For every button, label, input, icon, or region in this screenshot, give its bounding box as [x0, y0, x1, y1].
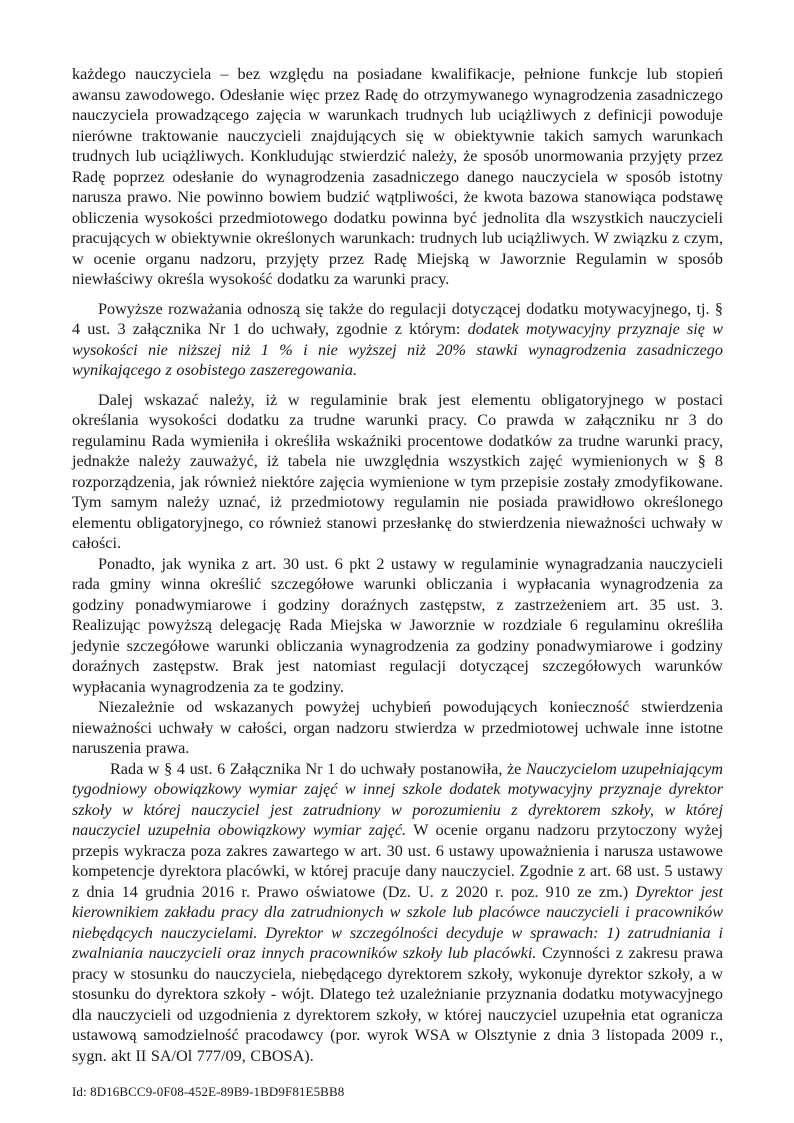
text-segment: Rada w § 4 ust. 6 Załącznika Nr 1 do uchwały postanowiła, że	[110, 759, 526, 778]
paragraph	[72, 554, 723, 698]
paragraph	[72, 759, 723, 1067]
document-id-footer: Id: 8D16BCC9-0F08-452E-89B9-1BD9F81E5BB8	[72, 1084, 345, 1099]
text-segment: Powyższe rozważania odnoszą się także do regulacji dotyczącej dodatku motywacyjnego, tj. § 4 ust. 3 załącznika Nr 1 do uchwały, zgodnie z którym:	[72, 299, 723, 338]
paragraph	[72, 390, 723, 554]
text-segment: Dalej wskazać należy, iż w regulaminie brak jest elementu obligatoryjnego w postaci określania wysokości dodatku za trudne warunki pracy. Co prawda w załączniku nr 3 do regulaminu Rada wymieniła i określiła wskaźniki procentowe dodatków za trudne warunki pracy, jednakże należy zauważyć, iż tabela nie uwzględnia wszystkich zajęć wymienionych w § 8 rozporządzenia, jak również niektóre zajęcia wymienione w tym przepisie zostały zmodyfikowane. Tym samym należy uznać, iż przedmiotowy regulamin nie posiada prawidłowo określonego elementu obligatoryjnego, co również stanowi przesłankę do stwierdzenia nieważności uchwały w całości.	[72, 390, 723, 552]
text-segment: W ocenie organu nadzoru przytoczony wyżej przepis wykracza poza zakres zawartego w art. 30 ust. 6 ustawy upoważnienia i narusza ustawowe kompetencje dyrektora placówki, w której pracuje dany nauczyciel. Zgodnie z art. 68 ust. 5 ustawy z dnia 14 grudnia 2016 r. Prawo oświatowe (Dz. U. z 2020 r. poz. 910 ze zm.)	[72, 821, 723, 901]
text-segment: każdego nauczyciela – bez względu na posiadane kwalifikacje, pełnione funkcje lub stopień awansu zawodowego. Odesłanie więc przez Radę do otrzymywanego wynagrodzenia zasadniczego nauczyciela prowadzącego zajęcia w warunkach trudnych lub uciążliwych z definicji powoduje nierówne traktowanie nauczycieli znajdujących się w obiektywnie takich samych warunkach trudnych lub uciążliwych. Konkludując stwierdzić należy, że sposób unormowania przyjęty przez Radę poprzez odesłanie do wynagrodzenia zasadniczego danego nauczyciela w sposób istotny narusza prawo. Nie powinno bowiem budzić wątpliwości, że kwota bazowa stanowiąca podstawę obliczenia wysokości przedmiotowego dodatku powinna być jednolita dla wszystkich nauczycieli pracujących w obiektywnie określonych warunkach: trudnych lub uciążliwych. W związku z czym, w ocenie organu nadzoru, przyjęty przez Radę Miejską w Jaworznie Regulamin w sposób niewłaściwy określa wysokość dodatku za warunki pracy.	[72, 65, 723, 288]
quoted-text-segment: dodatek motywacyjny przyznaje się w wysokości nie niższej niż 1 % i nie wyższej niż 20% stawki wynagrodzenia zasadniczego wynikającego z osobistego zaszeregowania.	[72, 320, 723, 379]
quoted-text-segment: Nauczycielom uzupełniającym tygodniowy obowiązkowy wymiar zajęć w innej szkole dodatek motywacyjny przyznaje dyrektor szkoły w której nauczyciel jest zatrudniony w porozumieniu z dyrektorem szkoły, w której nauczyciel uzupełnia obowiązkowy wymiar zajęć.	[72, 759, 723, 839]
paragraph	[72, 299, 723, 381]
document-body	[72, 64, 723, 1066]
text-segment: Ponadto, jak wynika z art. 30 ust. 6 pkt 2 ustawy w regulaminie wynagradzania nauczycieli rada gminy winna określić szczegółowe warunki obliczania i wypłacania wynagrodzenia za godziny ponadwymiarowe i godziny doraźnych zastępstw, z zastrzeżeniem art. 35 ust. 3. Realizując powyższą delegację Rada Miejska w Jaworznie w rozdziale 6 regulaminu określiła jedynie szczegółowe warunki obliczania wynagrodzenia za godziny ponadwymiarowe i godziny doraźnych zastępstw. Brak jest natomiast regulacji dotyczącej szczegółowych warunków wypłacania wynagrodzenia za te godziny.	[72, 554, 723, 696]
paragraph	[72, 697, 723, 759]
paragraph	[72, 64, 723, 290]
text-segment: Niezależnie od wskazanych powyżej uchybień powodujących konieczność stwierdzenia nieważności uchwały w całości, organ nadzoru stwierdza w przedmiotowej uchwale inne istotne naruszenia prawa.	[72, 698, 723, 757]
quoted-text-segment: Dyrektor jest kierownikiem zakładu pracy dla zatrudnionych w szkole lub placówce nauczycieli i pracowników niebędących nauczycielami. Dyrektor w szczególności decyduje w sprawach: 1) zatrudniania i zwalniania nauczycieli oraz innych pracowników szkoły lub placówki.	[72, 882, 723, 962]
text-segment: Czynności z zakresu prawa pracy w stosunku do nauczyciela, niebędącego dyrektorem szkoły, wykonuje dyrektor szkoły, a w stosunku do dyrektora szkoły - wójt. Dlatego też uzależnianie przyznania dodatku motywacyjnego dla nauczycieli od uzgodnienia z dyrektorem szkoły, w której nauczyciel uzupełnia etat ogranicza ustawową samodzielność pracodawcy (por. wyrok WSA w Olsztynie z dnia 3 listopada 2009 r., sygn. akt II SA/Ol 777/09, CBOSA).	[72, 944, 724, 1065]
